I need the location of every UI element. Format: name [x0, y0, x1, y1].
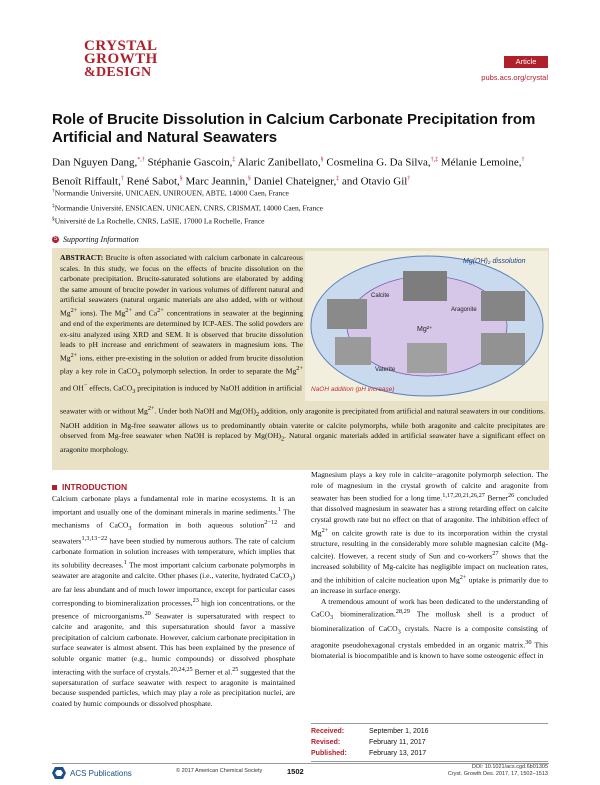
body-column-left: Calcium carbonate plays a fundamental role in marine ecosystems. It is an important and usually one of the dominant minerals in marine sediments.$^1$ The mechanisms of CaCO$_3$ formation in both aqueous solution$^{2-12}$ and seawaters$^{1,3,13-22}$ have been studied by numerous authors. The rate of calcium carbonate formation in solution increases with temperature, which implies that its solubility decreases.$^1$ The most important calcium carbonate polymorphs in seawater are aragonite and calcite. Other phases (i.e., vaterite, hydrated CaCO$_3$) are far less abundant and of much lower importance, except for particular cases corresponding to biomineralization processes,$^{23}$ high ion concentrations, or the presence of microorganisms.$^{20}$ Seawater is supersaturated with respect to calcite and aragonite, and this supersaturation should favor a massive precipitation of calcium carbonate. However, calcium carbonate precipitation in surface seawater is almost absent. This has been explained by the presence of soluble organic matter (e.g., humic compounds) or dissolved phosphate interacting with the surface of crystals.$^{20,24,25}$ Berner et al.$^{25}$ suggested that the supersaturation of surface seawater with respect to aragonite is maintained because suspended particles, which may play a role as precipitation nuclei, are coated by humic compounds or dissolved phosphate. [52, 494, 296, 708]
abstract-text-top: ABSTRACT: Brucite is often associated with calcium carbonate in calcareous scales. In this study, we focus on the effects of brucite dissolution on the carbonate precipitation. Brucite-saturated solutions are elaborated by adding the same amount of brucite powder in various volumes of different natural and artificial seawaters (natural organic materials are also added, with or without $Mg^{2+}$ ions). The $Mg^{2+}$ and $Ca^{2+}$ concentrations in seawater at the beginning and end of the experiments are determined by ICP-AES. The solid powders are ex-situ analyzed using XRD and SEM. It is observed that brucite dissolution leads to pH increase and enrichment of seawaters in magnesium ions. The $Mg^{2+}$ ions, either pre-existing in the solution or added from brucite dissolution play a key role in CaCO$_3$ polymorph selection. In order to separate the $Mg^{2+}$ and OH− effects, CaCO$_3$ precipitation is induced by NaOH addition in artificial [60, 253, 303, 395]
article-type-badge: Article [504, 56, 548, 68]
logo-line-2: GROWTH [84, 51, 158, 67]
toc-label-vaterite: Vaterite [375, 367, 396, 373]
toc-label-naoh: NaOH addition (pH increase) [311, 386, 395, 393]
affiliation-mark: ‡ [52, 203, 55, 209]
doi-citation [430, 764, 548, 778]
journal-url-link[interactable]: pubs.acs.org/crystal [481, 73, 548, 82]
toc-label-aragonite: Aragonite [451, 307, 477, 313]
publisher-name: ACS Publications [70, 768, 132, 778]
date-published: Published: February 13, 2017 [311, 750, 427, 757]
introduction-heading [52, 482, 127, 492]
affiliation-2 [52, 201, 552, 214]
journal-logo [84, 40, 194, 79]
body-column-right: Magnesium plays a key role in calcite−aragonite polymorph selection. The role of magnesium in the crystal growth of calcite and aragonite from seawater has been studied for a long time.$^{1,17,20,21,26,27}$ Berner$^{26}$ concluded that dissolved magnesium in seawater has a strong retarding effect on calcite crystal growth rate but no effect on that of aragonite. The inhibition effect of $Mg^{2+}$ on calcite growth rate is due to its incorporation within the crystal structure, resulting in the considerably more soluble magnesian calcite (Mg-calcite). However, a recent study of Sun and co-workers$^{27}$ shows that the increased solubility of Mg-calcite has negligible impact on nucleation rates, and the inhibition of calcite nucleation upon $Mg^{2+}$ uptake is primarily due to an increase in surface energy. A tremendous amount of work has been dedicated to the understanding of CaCO$_3$ biomineralization.$^{28,29}$ The mollusk shell is a product of biomineralization of CaCO$_3$ crystals. Nacre is a composite consisting of aragonite pseudohexagonal crystals embedded in an organic matrix.$^{30}$ This biomaterial is biocompatible and is known to have some osteogenic effect in [311, 470, 549, 661]
toc-label-calcite: Calcite [371, 293, 390, 299]
toc-graphic [305, 251, 548, 401]
affiliation-mark: § [52, 216, 55, 222]
doi-link[interactable]: DOI: 10.1021/acs.cgd.6b01305 [471, 764, 548, 770]
page-number: 1502 [287, 767, 304, 776]
affiliation-3 [52, 214, 552, 227]
sem-image-5 [481, 291, 525, 321]
toc-label-mg: Mg²⁺ [417, 326, 433, 333]
logo-line-3: &DESIGN [84, 65, 152, 80]
affiliation-text: Normandie Université, UNICAEN, UNIROUEN, ABTE, 14000 Caen, France [54, 188, 289, 198]
section-square-icon [52, 485, 57, 490]
sem-image-3 [403, 271, 447, 301]
toc-label-dissolution: Mg(OH)₂ dissolution [463, 258, 526, 265]
sem-image-2 [335, 337, 371, 365]
affiliation-text: Université de La Rochelle, CNRS, LaSIE, 17000 La Rochelle, France [54, 216, 265, 226]
copyright-notice: © 2017 American Chemical Society [176, 768, 263, 774]
acs-hexagon-icon [52, 767, 66, 779]
sem-image-6 [481, 333, 525, 365]
logo-line-1: CRYSTAL [84, 38, 158, 54]
article-title: Role of Brucite Dissolution in Calcium Carbonate Precipitation from Artificial and Natural Seawaters [52, 111, 536, 146]
supporting-info-link[interactable] [52, 235, 139, 244]
supporting-info-icon: S [53, 236, 58, 242]
sem-image-1 [327, 299, 367, 329]
date-received: Received: September 1, 2016 [311, 728, 429, 735]
affiliation-mark: † [52, 188, 55, 194]
introduction-heading-label: INTRODUCTION [62, 482, 128, 492]
article-dates [311, 723, 548, 762]
journal-citation: Cryst. Growth Des. 2017, 17, 1502−1513 [447, 771, 548, 777]
affiliation-text: Normandie Université, ENSICAEN, UNICAEN, CNRS, CRISMAT, 14000 Caen, France [54, 203, 323, 213]
abstract-text-bottom: seawater with or without $Mg^{2+}$. Under both NaOH and $Mg(OH)_2$ addition, only aragonite is precipitated from artificial and natural seawaters in our conditions. NaOH addition in Mg-free seawater allows us to predominantly obtain vaterite or calcite polymorphs, while both aragonite and calcite precipitates are observed from Mg-free seawater when NaOH is replaced by $Mg(OH)_2$. Natural organic materials added in artificial seawater have a significant effect on aragonite morphology. [60, 405, 546, 455]
supporting-info-label: Supporting Information [63, 235, 139, 244]
author-list[interactable]: Dan Nguyen Dang,*,† Stéphanie Gascoin,‡ Alaric Zanibellato,§ Cosmelina G. Da Silva,†,‡ Mélanie Lemoine,† Benoît Riffault,† René Sabot,§ Marc Jeannin,§ Daniel Chateigner,‡ and Otavio Gil† [52, 156, 525, 188]
sem-image-4 [407, 343, 447, 373]
date-revised: Revised: February 11, 2017 [311, 739, 426, 746]
acs-publications-logo[interactable] [52, 767, 132, 779]
affiliation-1 [52, 186, 552, 199]
